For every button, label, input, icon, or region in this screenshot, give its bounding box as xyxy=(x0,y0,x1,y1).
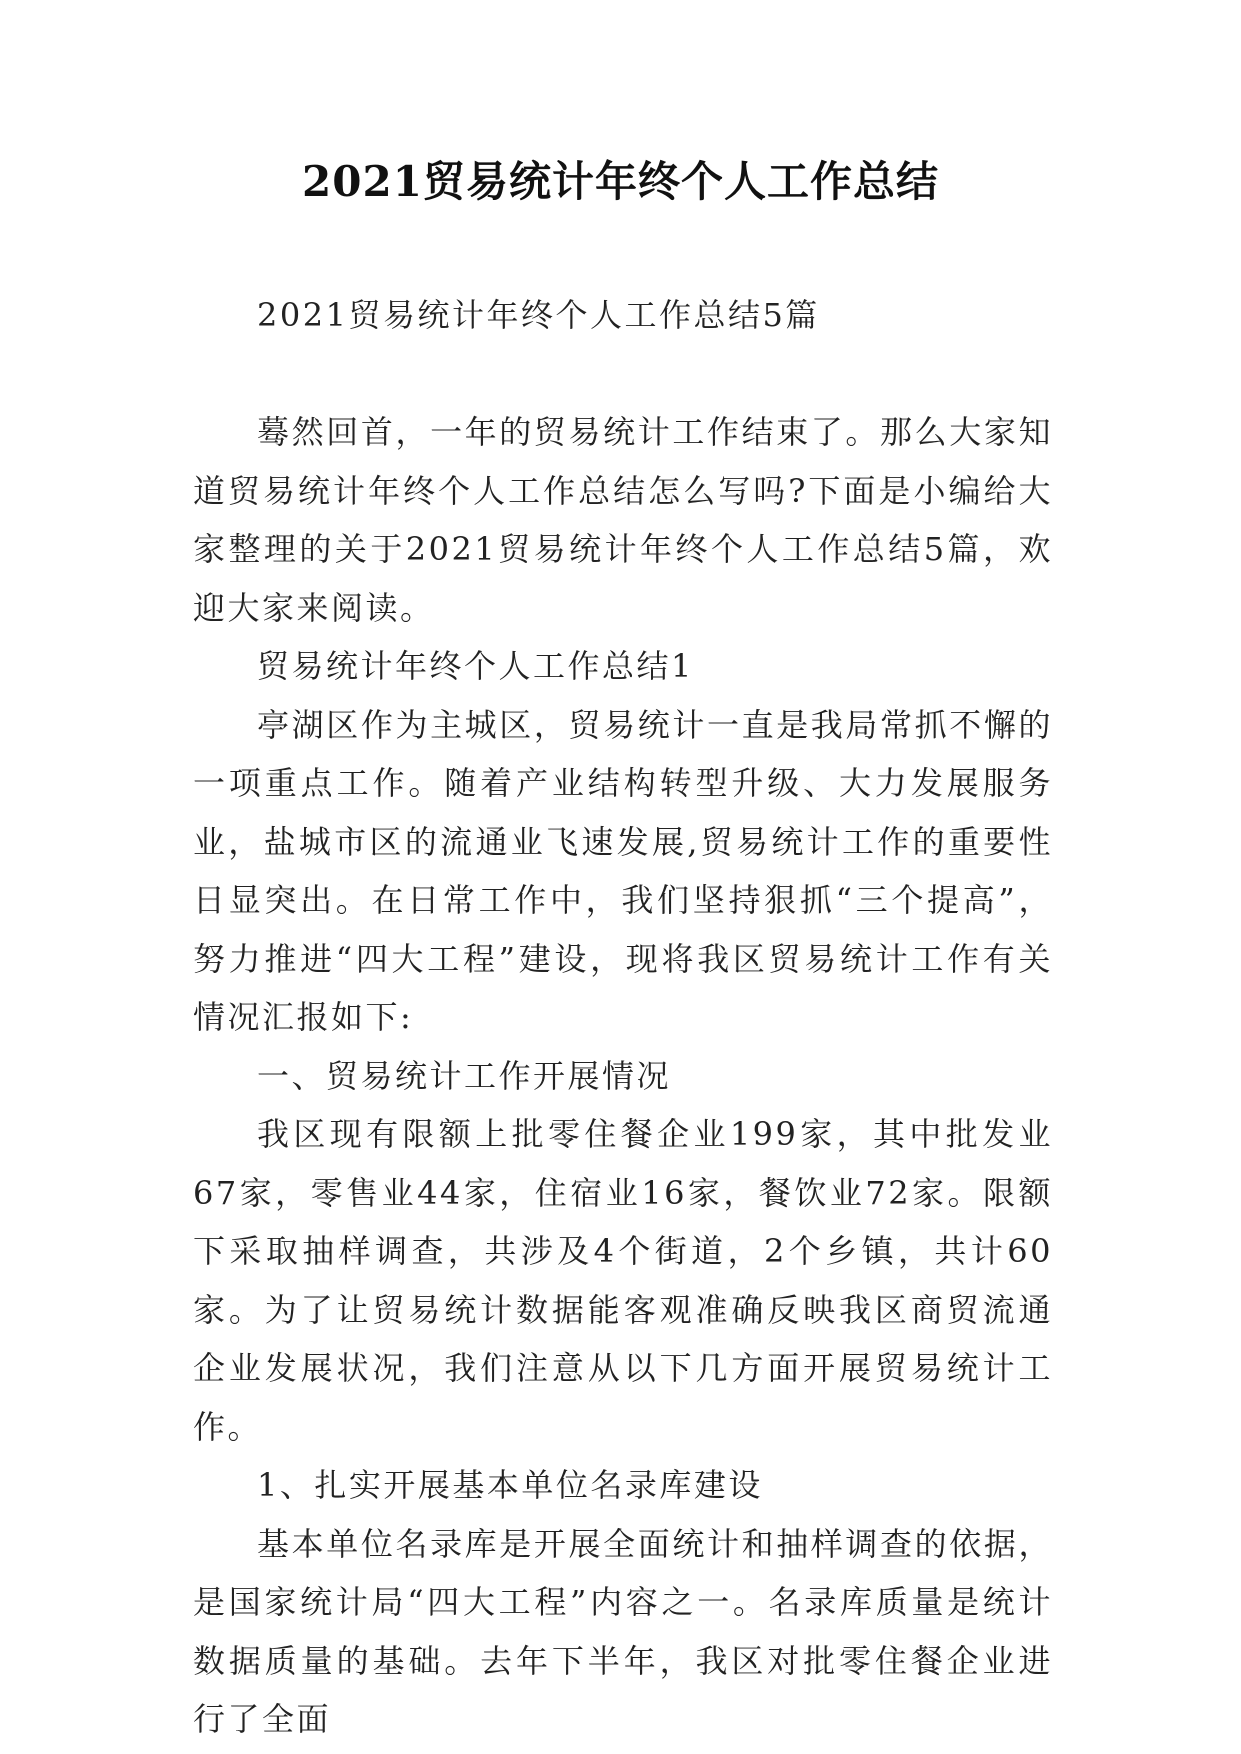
section-heading-work-status: 一、贸易统计工作开展情况 xyxy=(257,1056,672,1095)
paragraph-enterprise-counts: 我区现有限额上批零住餐企业199家，其中批发业67家，零售业44家，住宿业16家，餐饮业72家。限额下采取抽样调查，共涉及4个街道，2个乡镇，共计60家。为了让贸易统计数据能客观准确反映我区商贸流通企业发展状况，我们注意从以下几方面开展贸易统计工作。 xyxy=(193,1115,1053,1446)
document-title: 2021贸易统计年终个人工作总结 xyxy=(302,157,939,206)
section-heading-summary-1: 贸易统计年终个人工作总结1 xyxy=(257,647,694,685)
document-subtitle: 2021贸易统计年终个人工作总结5篇 xyxy=(257,296,820,334)
paragraph-intro: 蓦然回首，一年的贸易统计工作结束了。那么大家知道贸易统计年终个人工作总结怎么写吗?下面是小编给大家整理的关于2021贸易统计年终个人工作总结5篇，欢迎大家来阅读。 xyxy=(193,413,1053,627)
subsection-heading-directory: 1、扎实开展基本单位名录库建设 xyxy=(257,1466,763,1504)
paragraph-directory: 基本单位名录库是开展全面统计和抽样调查的依据，是国家统计局“四大工程”内容之一。名录库质量是统计数据质量的基础。去年下半年，我区对批零住餐企业进行了全面 xyxy=(193,1524,1053,1738)
document-body xyxy=(193,286,1053,1749)
paragraph-overview: 亭湖区作为主城区，贸易统计一直是我局常抓不懈的一项重点工作。随着产业结构转型升级、大力发展服务业，盐城市区的流通业飞速发展,贸易统计工作的重要性日显突出。在日常工作中，我们坚持狠抓“三个提高”，努力推进“四大工程”建设，现将我区贸易统计工作有关情况汇报如下: xyxy=(193,705,1053,1036)
